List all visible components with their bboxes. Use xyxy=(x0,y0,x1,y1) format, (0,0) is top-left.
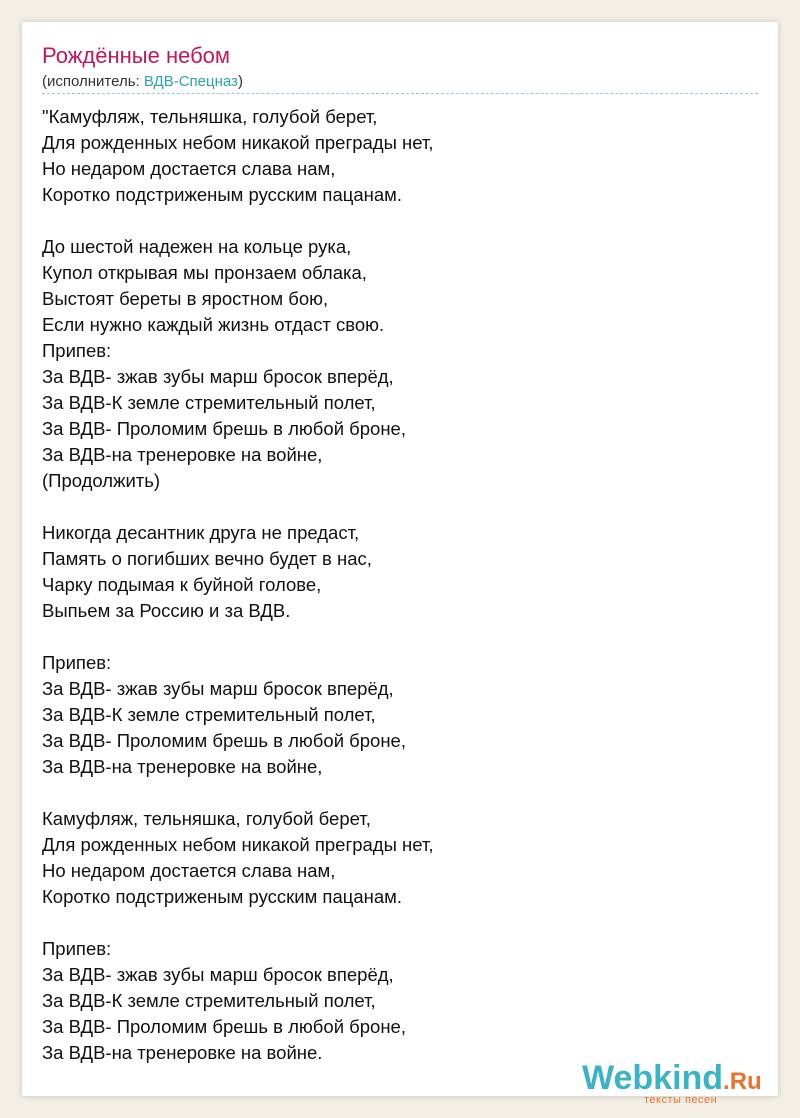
artist-link[interactable]: ВДВ-Спецназ xyxy=(143,73,238,90)
divider xyxy=(42,93,758,94)
performer-suffix: ) xyxy=(237,73,243,90)
lyric-line: За ВДВ- зжав зубы марш бросок вперёд, xyxy=(42,964,394,985)
lyric-line: Припев: xyxy=(42,938,112,959)
lyric-line: Но недаром достается слава нам, xyxy=(42,860,336,881)
blank-line xyxy=(42,494,742,520)
site-logo[interactable] xyxy=(582,1058,772,1108)
blank-line xyxy=(42,624,742,650)
lyric-line: За ВДВ- Проломим брешь в любой броне, xyxy=(42,730,406,751)
logo-tagline: тексты песен xyxy=(644,1094,718,1106)
performer-prefix: (исполнитель: xyxy=(42,73,144,90)
lyric-line: За ВДВ- зжав зубы марш бросок вперёд, xyxy=(42,678,394,699)
lyric-line: Для рожденных небом никакой преграды нет, xyxy=(42,132,434,153)
blank-line xyxy=(42,910,742,936)
lyric-line: Припев: xyxy=(42,340,112,361)
blank-line xyxy=(42,208,742,234)
lyric-line: Память о погибших вечно будет в нас, xyxy=(42,548,372,569)
lyric-line: За ВДВ-на тренеровке на войне, xyxy=(42,444,323,465)
lyric-line: За ВДВ- Проломим брешь в любой броне, xyxy=(42,1016,406,1037)
lyric-line: Но недаром достается слава нам, xyxy=(42,158,336,179)
lyric-line: Коротко подстриженым русским пацанам. xyxy=(42,184,402,205)
lyric-line: Выпьем за Россию и за ВДВ. xyxy=(42,600,291,621)
lyric-line: За ВДВ- зжав зубы марш бросок вперёд, xyxy=(42,366,394,387)
lyric-line: Камуфляж, тельняшка, голубой берет, xyxy=(42,808,371,829)
lyric-line: Купол открывая мы пронзаем облака, xyxy=(42,262,367,283)
lyrics-text xyxy=(42,104,742,1066)
lyric-line: За ВДВ-К земле стремительный полет, xyxy=(42,990,376,1011)
blank-line xyxy=(42,780,742,806)
lyric-line: Коротко подстриженым русским пацанам. xyxy=(42,886,402,907)
lyric-line: До шестой надежен на кольце рука, xyxy=(42,236,352,257)
lyric-line: Для рожденных небом никакой преграды нет, xyxy=(42,834,434,855)
continue-link[interactable]: (Продолжить) xyxy=(42,470,161,491)
lyric-line: Выстоят береты в яростном бою, xyxy=(42,288,329,309)
lyric-line: За ВДВ-К земле стремительный полет, xyxy=(42,392,376,413)
lyric-line: "Камуфляж, тельняшка, голубой берет, xyxy=(42,106,378,127)
lyrics-sheet xyxy=(22,22,778,1096)
lyric-line: Припев: xyxy=(42,652,112,673)
song-title: Рождённые небом xyxy=(42,43,231,68)
lyric-line: За ВДВ- Проломим брешь в любой броне, xyxy=(42,418,406,439)
performer-line xyxy=(42,72,243,92)
lyric-line: За ВДВ-на тренеровке на войне. xyxy=(42,1042,323,1063)
lyric-line: За ВДВ-К земле стремительный полет, xyxy=(42,704,376,725)
logo-name: Webkind xyxy=(582,1059,724,1097)
lyric-line: Если нужно каждый жизнь отдаст свою. xyxy=(42,314,385,335)
lyric-line: Чарку подымая к буйной голове, xyxy=(42,574,322,595)
logo-suffix: .Ru xyxy=(723,1068,762,1095)
lyric-line: За ВДВ-на тренеровке на войне, xyxy=(42,756,323,777)
lyric-line: Никогда десантник друга не предаст, xyxy=(42,522,360,543)
